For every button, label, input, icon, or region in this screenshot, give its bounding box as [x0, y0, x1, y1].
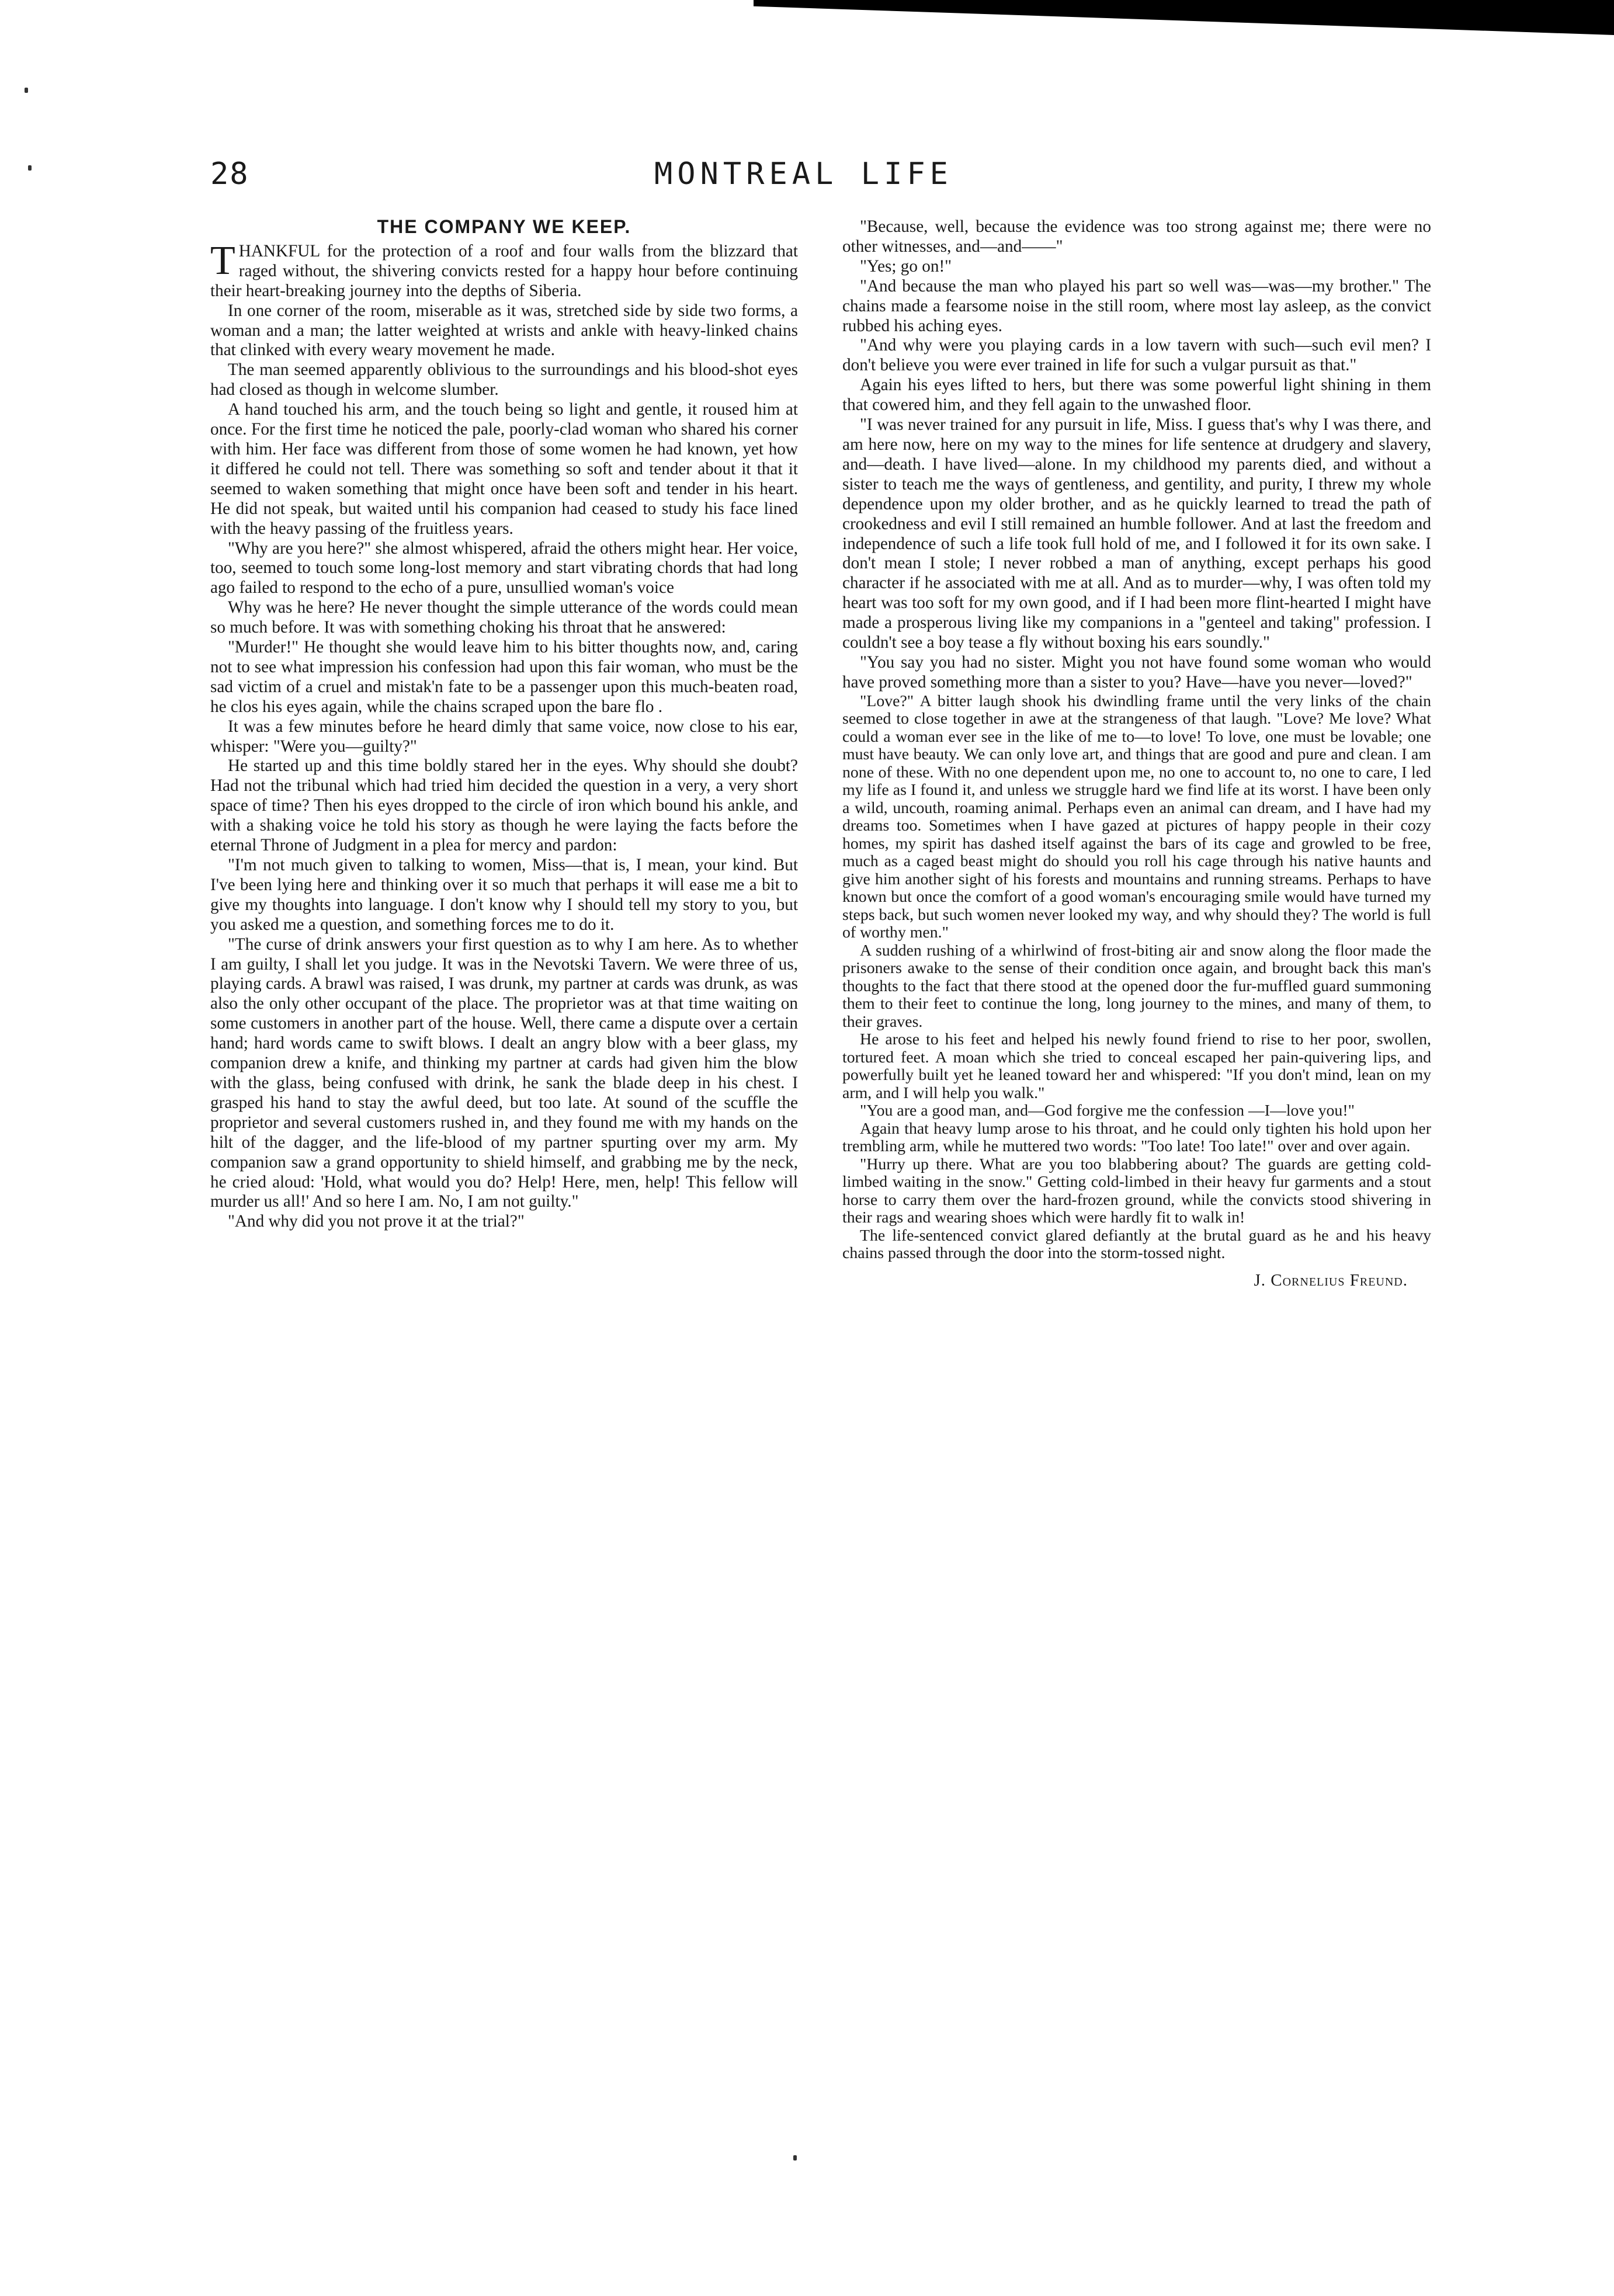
article-paragraph: "You say you had no sister. Might you not have found some woman who would have proved something more than a sister to you? Have—have you never—loved?" [842, 652, 1431, 692]
article-paragraph: "Why are you here?" she almost whispered, afraid the others might hear. Her voice, too, seemed to touch some long-lost memory and start vibrating chords that had long ago failed to respond to the echo of a pure, unsullied woman's voice [210, 539, 798, 598]
article-paragraph: "Hurry up there. What are you too blabbering about? The guards are getting cold-limbed waiting in the snow." Getting cold-limbed in their heavy fur garments and a stout horse to carry them over the hard-frozen ground, while the convicts stood shivering in their rags and wearing shoes which were hardly fit to walk in! [842, 1155, 1431, 1227]
scan-speck [793, 2155, 797, 2160]
article-paragraph: The man seemed apparently oblivious to the surroundings and his blood-shot eyes had closed as though in welcome slumber. [210, 360, 798, 400]
article-paragraph: Again that heavy lump arose to his throat, and he could only tighten his hold upon her trembling arm, while he muttered two words: "Too late! Too late!" over and over again. [842, 1119, 1431, 1156]
running-head: MONTREAL LIFE [654, 157, 953, 192]
article-column-left [210, 217, 798, 1232]
article-paragraph: The life-sentenced convict glared defiantly at the brutal guard as he and his heavy chains passed through the door into the storm-tossed night. [842, 1226, 1431, 1263]
article-column-right [842, 217, 1431, 1291]
article-paragraph: He started up and this time boldly stared her in the eyes. Why should she doubt? Had not the tribunal which had tried him decided the question in a very, a very short space of time? Then his eyes dropped to the circle of iron which bound his ankle, and with a shaking voice he told his story as though he were laying the facts before the eternal Throne of Judgment in a plea for mercy and pardon: [210, 756, 798, 855]
article-paragraph: Again his eyes lifted to hers, but there was some powerful light shining in them that cowered him, and they fell again to the unwashed floor. [842, 376, 1431, 415]
page-number: 28 [210, 157, 249, 192]
article-paragraph: "You are a good man, and—God forgive me the confession —I—love you!" [860, 1102, 1355, 1120]
article-paragraph: "I was never trained for any pursuit in life, Miss. I guess that's why I was there, and am here now, here on my way to the mines for life sentence at drudgery and slavery, and—death. I have lived—alone. In my childhood my parents died, and without a sister to teach me the ways of gentleness, and gentility, and purity, I threw my whole dependence upon my older brother, and as he quickly learned to tread the path of crookedness and evil I still remained an humble follower. And at last the freedom and independence of such a life took full hold of me, and I followed it for its own sake. I don't mean I stole; I never robbed a man of anything, except perhaps his good character if he associated with me at all. And as to murder—why, I was often told my heart was too soft for my own good, and if I had been more flint-hearted I might have made a prosperous living like my companions in a "genteel and taking" profession. I couldn't see a boy tease a fly without boxing his ears soundly." [842, 415, 1431, 652]
scan-speck [25, 88, 28, 93]
article-paragraph: "I'm not much given to talking to women, Miss—that is, I mean, your kind. But I've been lying here and thinking over it so much that perhaps it will ease me a bit to give my thoughts into language. I don't know why I should tell my story to you, but you asked me a question, and something forces me to do it. [210, 856, 798, 934]
article-paragraph: It was a few minutes before he heard dimly that same voice, now close to his ear, whisper: "Were you—guilty?" [210, 717, 798, 756]
article-paragraph: In one corner of the room, miserable as it was, stretched side by side two forms, a woman and a man; the latter weighted at wrists and ankle with heavy-linked chains that clinked with every weary movement he made. [210, 301, 798, 360]
article-paragraph: A hand touched his arm, and the touch being so light and gentle, it roused him at once. For the first time he noticed the pale, poorly-clad woman who shared his corner with him. Her face was different from those of some women he had known, yet how it differed he could not tell. There was something so soft and tender about it that it seemed to waken something that might once have been soft and tender in his heart. He did not speak, but waited until his companion had ceased to study his face lined with the heavy passing of the fruitless years. [210, 400, 798, 538]
article-paragraph: "Murder!" He thought she would leave him to his bitter thoughts now, and, caring not to see what impression his confession had upon this fair woman, who must be the sad victim of a cruel and mistak'n fate to be a passenger upon this much-beaten road, he clos his eyes again, while the chains scraped upon the bare flo . [210, 638, 798, 716]
article-paragraph: He arose to his feet and helped his newly found friend to rise to her poor, swollen, tortured feet. A moan which she tried to conceal escaped her pain-quivering lips, and powerfully built yet he leaned toward her and whispered: "If you don't mind, lean on my arm, and I will help you walk." [842, 1030, 1431, 1102]
article-paragraph: "Love?" A bitter laugh shook his dwindling frame until the very links of the chain seemed to close together in awe at the strangeness of that laugh. "Love? Me love? What could a woman ever see in the like of me to—to love! To love, one must be lovable; one must have beauty. We can only love art, and things that are good and pure and clean. I am none of these. With no one dependent upon me, no one to account to, no one to care, I led my life as I found it, and unless we struggle hard we find life at its worst. I have been only a wild, uncouth, roaming animal. Perhaps even an animal can dream, and I have had my dreams too. Sometimes when I have gazed at pictures of happy people in their cozy homes, my spirit has dashed itself against the bars of its cage and growled to be free, much as a caged beast might do should you roll his cage through his native haunts and give him another sight of his forests and mountains and running streams. Perhaps to have known but once the comfort of a good woman's encouraging smile would have turned my steps back, but such women never looked my way, and why should they? The world is full of worthy men." [842, 692, 1431, 942]
article-paragraph: Why was he here? He never thought the simple utterance of the words could mean so much before. It was with something choking his throat that he answered: [210, 598, 798, 637]
article-paragraph: "The curse of drink answers your first question as to why I am here. As to whether I am guilty, I shall let you judge. It was in the Nevotski Tavern. We were three of us, playing cards. A brawl was raised, I was drunk, my partner at cards was drunk, as was also the only other occupant of the place. The proprietor was at that time waiting on some customers in another part of the house. Well, there came a dispute over a certain hand; hard words came to swift blows. I dealt an angry blow with a beer glass, my companion drew a knife, and thinking my partner at cards had given him the blow with the glass, being confused with drink, he sank the blade deep in his chest. I grasped his hand to stay the awful deed, but too late. At sound of the scuffle the proprietor and several customers rushed in, and they found me with my hands on the hilt of the dagger, and the life-blood of my partner spurting over my arm. My companion saw a grand opportunity to shield himself, and grabbing me by the neck, he cried aloud: 'Hold, what would you do? Help! Here, men, help! This fellow will murder us all!' And so here I am. No, I am not guilty." [210, 935, 798, 1211]
article-paragraph: "And because the man who played his part so well was—was—my brother." The chains made a fearsome noise in the still room, where most lay asleep, as the convict rubbed his aching eyes. [842, 276, 1431, 335]
article-paragraph: "And why were you playing cards in a low tavern with such—such evil men? I don't believe you were ever trained in life for such a vulgar pursuit as that." [842, 336, 1431, 375]
scan-edge-bar [754, 0, 1614, 35]
article-paragraph: A sudden rushing of a whirlwind of frost-biting air and snow along the floor made the prisoners awake to the sense of their condition once again, and brought back this man's thoughts to the fact that there stood at the opened door the fur-muffled guard summoning them to their feet to continue the long, long journey to the mines, and many of them, to their graves. [842, 941, 1431, 1031]
article-paragraph: THANKFUL for the protection of a roof and four walls from the blizzard that raged without, the shivering convicts rested for a happy hour before continuing their heart-breaking journey into the depths of Siberia. [210, 238, 798, 300]
scan-speck [28, 165, 32, 171]
article-paragraph: "Yes; go on!" [860, 256, 952, 276]
article-paragraph: "Because, well, because the evidence was too strong against me; there were no other witnesses, and—and——" [842, 217, 1431, 256]
author-signature: J. Cornelius Freund. [1254, 1270, 1408, 1290]
article-title: THE COMPANY WE KEEP. [377, 216, 631, 237]
drop-cap: T [210, 238, 235, 283]
article-paragraph: "And why did you not prove it at the trial?" [228, 1212, 525, 1231]
